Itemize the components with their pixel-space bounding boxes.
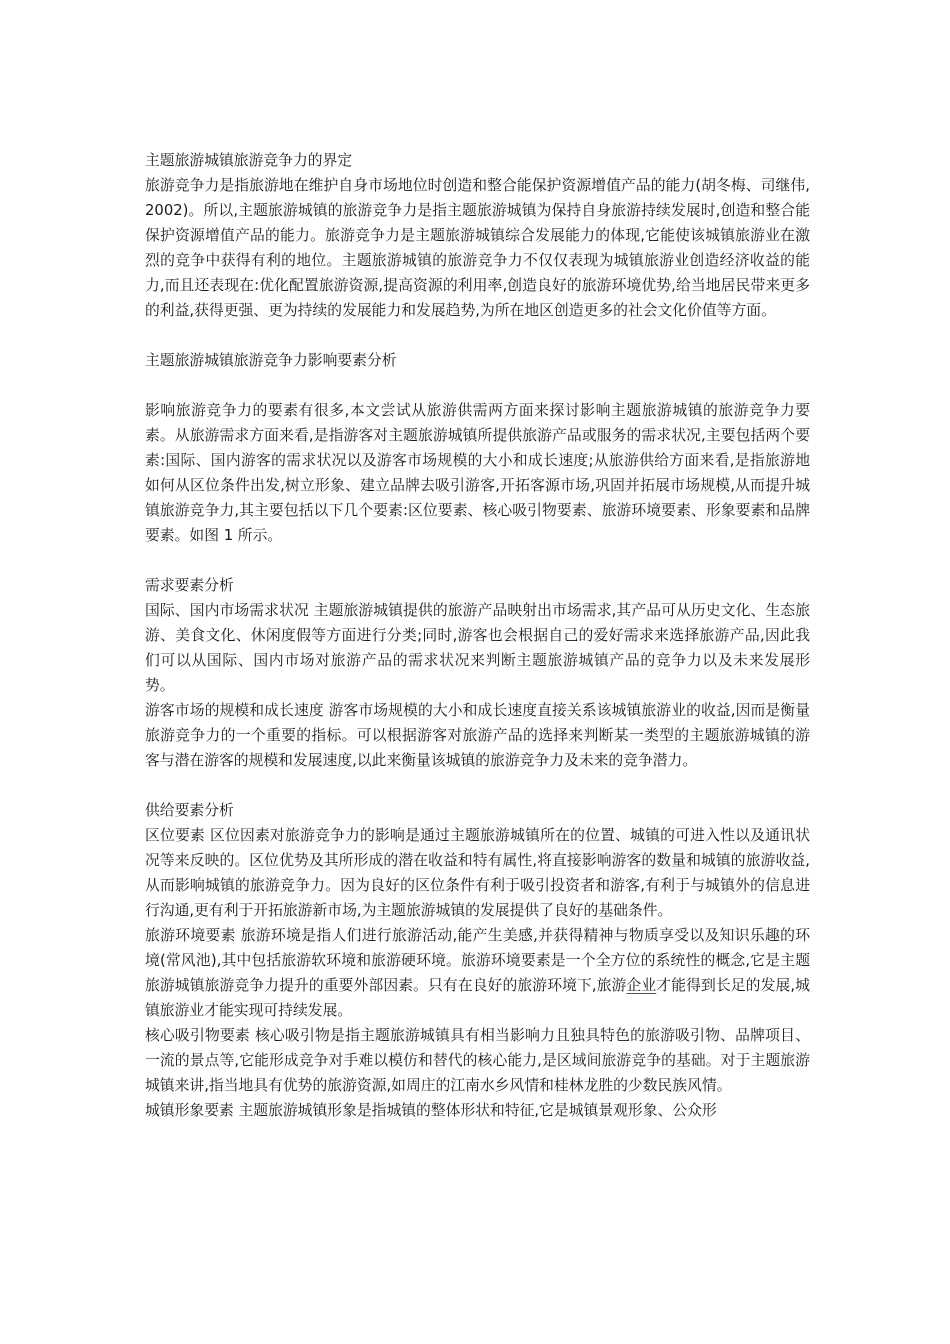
paragraph-demand-market: 国际、国内市场需求状况 主题旅游城镇提供的旅游产品映射出市场需求,其产品可从历史文化、生态旅游、美食文化、休闲度假等方面进行分类;同时,游客也会根据自己的爱好需求来选择旅游产品,因此我们可以从国际、国内市场对旅游产品的需求状况来判断主题旅游城镇产品的竞争力以及未来发展形势。 (145, 602, 810, 694)
paragraph-supply-attraction: 核心吸引物要素 核心吸引物是指主题旅游城镇具有相当影响力且独具特色的旅游吸引物、品牌项目、一流的景点等,它能形成竞争对手难以模仿和替代的核心能力,是区域间旅游竞争的基础。对于主题旅游城镇来讲,指当地具有优势的旅游资源,如周庄的江南水乡风情和桂林龙胜的少数民族风情。 (145, 1027, 810, 1094)
paragraph-supply-environment (145, 923, 810, 1023)
paragraph-demand-scale: 游客市场的规模和成长速度 游客市场规模的大小和成长速度直接关系该城镇旅游业的收益,因而是衡量旅游竞争力的一个重要的指标。可以根据游客对旅游产品的选择来判断某一类型的主题旅游城镇的游客与潜在游客的规模和发展速度,以此来衡量该城镇的旅游竞争力及未来的竞争潜力。 (145, 702, 810, 769)
blank-line (145, 548, 810, 573)
paragraph-supply-location: 区位要素 区位因素对旅游竞争力的影响是通过主题旅游城镇所在的位置、城镇的可进入性以及通讯状况等来反映的。区位优势及其所形成的潜在收益和特有属性,将直接影响游客的数量和城镇的旅游收益,从而影响城镇的旅游竞争力。因为良好的区位条件有利于吸引投资者和游客,有利于与城镇外的信息进行沟通,更有利于开拓旅游新市场,为主题旅游城镇的发展提供了良好的基础条件。 (145, 827, 810, 919)
blank-line (145, 323, 810, 348)
section-heading-definition: 主题旅游城镇旅游竞争力的界定 (145, 152, 353, 169)
blank-line (145, 373, 810, 398)
section-heading-supply: 供给要素分析 (145, 802, 234, 819)
text-span: 旅游环境要素 旅游环境是指人们进行旅游活动,能产生美感,并获得精神与物质享受以及知识乐趣的环境(常风池),其中包括旅游软环境和旅游硬环境。旅游环境要素是一个全方位的系统性的概念,它是主题旅游城镇旅游竞争力提升的重要外部因素。只有在良好的旅游环境下,旅游 (145, 927, 810, 994)
enterprise-link[interactable]: 企业 (626, 977, 657, 994)
paragraph-factor-analysis: 影响旅游竞争力的要素有很多,本文尝试从旅游供需两方面来探讨影响主题旅游城镇的旅游竞争力要素。从旅游需求方面来看,是指游客对主题旅游城镇所提供旅游产品或服务的需求状况,主要包括两个要素:国际、国内游客的需求状况以及游客市场规模的大小和成长速度;从旅游供给方面来看,是指旅游地如何从区位条件出发,树立形象、建立品牌去吸引游客,开拓客源市场,巩固并拓展市场规模,从而提升城镇旅游竞争力,其主要包括以下几个要素:区位要素、核心吸引物要素、旅游环境要素、形象要素和品牌要素。如图 1 所示。 (145, 402, 810, 544)
blank-line (145, 773, 810, 798)
paragraph-supply-image: 城镇形象要素 主题旅游城镇形象是指城镇的整体形状和特征,它是城镇景观形象、公众形 (145, 1102, 717, 1119)
document-page (145, 148, 810, 1123)
paragraph-definition: 旅游竞争力是指旅游地在维护自身市场地位时创造和整合能保护资源增值产品的能力(胡冬梅、司继伟,2002)。所以,主题旅游城镇的旅游竞争力是指主题旅游城镇为保持自身旅游持续发展时,创造和整合能保护资源增值产品的能力。旅游竞争力是主题旅游城镇综合发展能力的体现,它能使该城镇旅游业在激烈的竞争中获得有利的地位。主题旅游城镇的旅游竞争力不仅仅表现为城镇旅游业创造经济收益的能力,而且还表现在:优化配置旅游资源,提高资源的利用率,创造良好的旅游环境优势,给当地居民带来更多的利益,获得更强、更为持续的发展能力和发展趋势,为所在地区创造更多的社会文化价值等方面。 (145, 177, 810, 319)
section-heading-factor-analysis: 主题旅游城镇旅游竞争力影响要素分析 (145, 352, 397, 369)
text-span: 才能得到长足的发展,城镇旅游业才能实现可持续发展。 (145, 977, 810, 1019)
section-heading-demand: 需求要素分析 (145, 577, 234, 594)
